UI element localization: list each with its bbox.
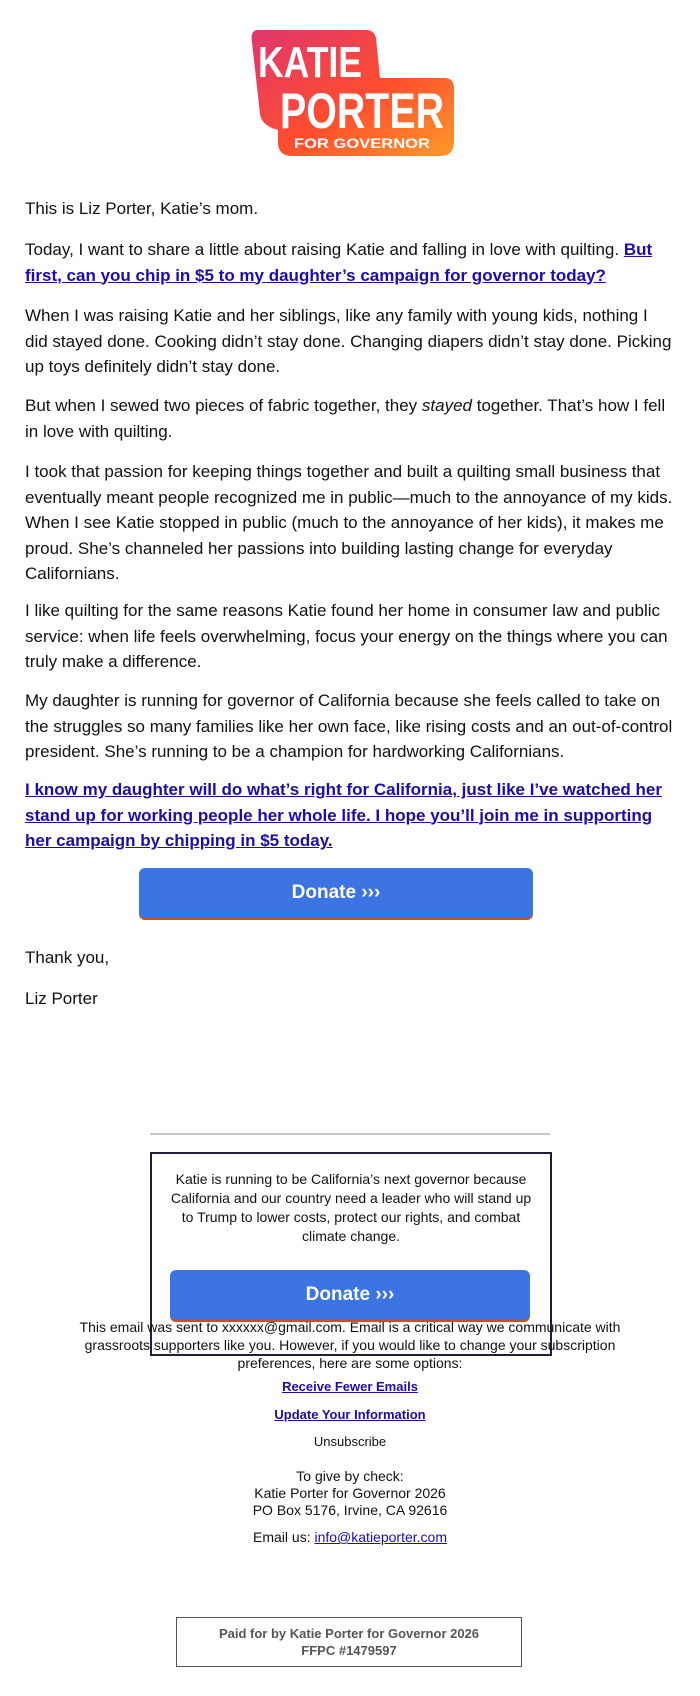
unsubscribe-link[interactable]: Unsubscribe xyxy=(313,1434,387,1449)
update-info-row xyxy=(60,1405,640,1424)
email-us-label: Email us: xyxy=(253,1529,315,1545)
sewing-emphasis: stayed xyxy=(421,396,472,415)
receive-fewer-emails-link[interactable]: Receive Fewer Emails xyxy=(282,1379,418,1394)
check-line-2: Katie Porter for Governor 2026 xyxy=(254,1485,446,1501)
chip-in-link[interactable]: But first, can you chip in $5 to my daughter’s campaign for governor today? xyxy=(25,240,653,285)
signature: Liz Porter xyxy=(25,989,98,1008)
katie-porter-logo xyxy=(248,30,456,170)
box-donate-button[interactable] xyxy=(170,1270,530,1320)
paid-for-line: Paid for by Katie Porter for Governor 2026 xyxy=(218,1626,480,1641)
fewer-emails-row xyxy=(60,1377,640,1396)
email-us-row xyxy=(60,1528,640,1546)
intro-text: Today, I want to share a little about raising Katie and falling in love with quilting. xyxy=(25,240,624,259)
running-paragraph: My daughter is running for governor of California because she feels called to take on the struggles so many families like her own face, like rising costs and an out-of-control president. She’s running to be a champion for hardworking Californians. xyxy=(25,691,673,761)
paid-for-box xyxy=(176,1617,522,1667)
check-line-3: PO Box 5176, Irvine, CA 92616 xyxy=(252,1502,448,1518)
logo-line2: PORTER xyxy=(280,83,444,139)
donate-button[interactable] xyxy=(139,868,533,918)
logo-line3: FOR GOVERNOR xyxy=(294,135,430,151)
contact-email-link[interactable]: info@katieporter.com xyxy=(314,1529,447,1545)
thanks-text: Thank you, xyxy=(25,948,110,967)
raising-paragraph: When I was raising Katie and her siblings, like any family with young kids, nothing I did stayed done. Cooking didn’t stay done. Changing diapers didn’t stay done. Picking up toys definitely didn’t stay done. xyxy=(25,306,672,376)
campaign-info-text: Katie is running to be California’s next governor because California and our country need a leader who will stand up to Trump to lower costs, protect our rights, and combat climate change. xyxy=(170,1171,532,1244)
sewing-paragraph xyxy=(25,393,675,444)
check-line-1: To give by check: xyxy=(296,1468,404,1484)
subscription-notice: This email was sent to xxxxxx@gmail.com. Email is a critical way we communicate with grassroots supporters like you. However, if you would like to change your subscription preferences, here are some options: xyxy=(79,1319,621,1371)
business-paragraph: I took that passion for keeping things together and built a quilting small business that eventually meant people recognized me in public—much to the annoyance of my kids. When I see Katie stopped in public (much to the annoyance of her kids), it makes me proud. She’s channeled her passions into building lasting change for everyday Californians. xyxy=(25,462,673,583)
logo-line1: KATIE xyxy=(258,38,362,87)
support-campaign-link[interactable]: I know my daughter will do what’s right for California, just like I’ve watched her stand up for working people her whole life. I hope you’ll join me in supporting her campaign by chipping in $5 today. xyxy=(25,780,662,850)
greeting: This is Liz Porter, Katie’s mom. xyxy=(25,199,259,218)
footer-divider xyxy=(150,1133,550,1135)
box-donate-label: Donate ››› xyxy=(305,1284,395,1305)
ffpc-line: FFPC #1479597 xyxy=(301,1643,397,1658)
update-information-link[interactable]: Update Your Information xyxy=(274,1407,426,1422)
intro-paragraph xyxy=(25,237,675,288)
donate-button-label: Donate ››› xyxy=(291,882,381,903)
sewing-text-before: But when I sewed two pieces of fabric together, they xyxy=(25,396,422,415)
sewing-text-after: together. That’s how I fell in love with quilting. xyxy=(25,396,666,441)
consumer-law-paragraph: I like quilting for the same reasons Katie found her home in consumer law and public service: when life feels overwhelming, focus your energy on the things where you can truly make a difference. xyxy=(25,601,668,671)
closing-appeal-paragraph xyxy=(25,777,675,854)
